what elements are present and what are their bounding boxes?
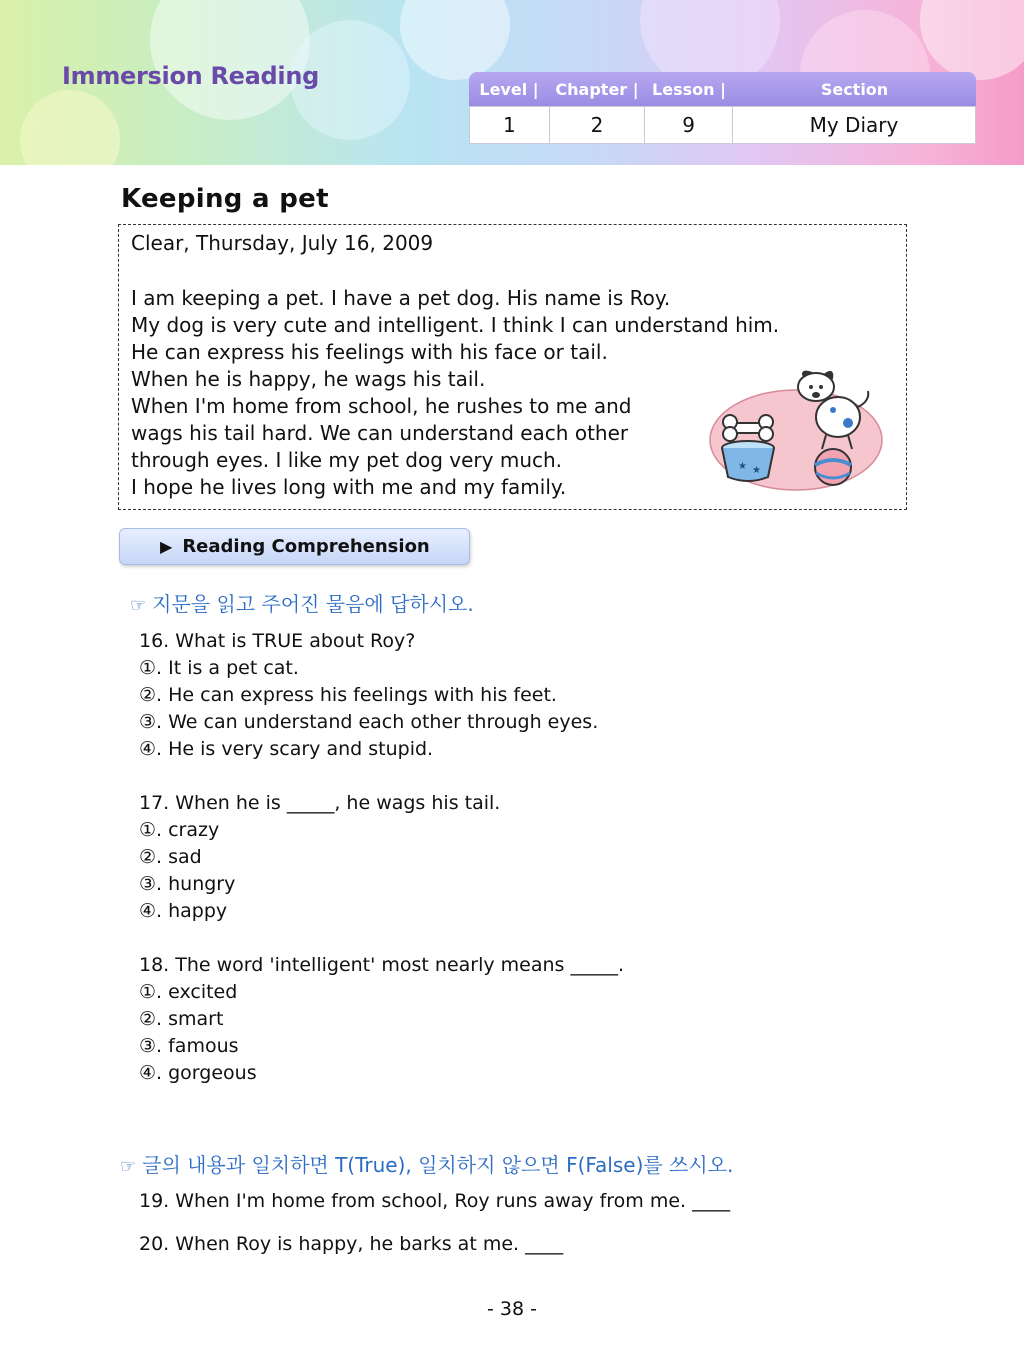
dog-illustration [708,365,888,495]
answer-option[interactable]: ①. It is a pet cat. [139,657,299,679]
answer-option[interactable]: ④. happy [139,900,228,922]
instruction-true-false [120,1149,733,1178]
diary-line: I am keeping a pet. I have a pet dog. His name is Roy. [131,286,671,310]
ball-icon [815,449,851,485]
diary-line: He can express his feelings with his face or tail. [131,340,608,364]
play-arrow-icon: ▶ [160,537,173,556]
question-17: 17. When he is _____, he wags his tail. [139,792,501,814]
question-19[interactable]: 19. When I'm home from school, Roy runs away from me. ____ [139,1190,731,1212]
answer-option[interactable]: ③. famous [139,1035,239,1057]
lesson-header: Lesson | [652,79,726,99]
diary-line: I hope he lives long with me and my family. [131,475,567,499]
info-table-values [469,106,976,144]
bowl-icon [722,441,774,481]
answer-option[interactable]: ②. He can express his feelings with his feet. [139,684,557,706]
reading-comprehension-label: Reading Comprehension [182,536,430,557]
svg-text:★: ★ [738,461,747,472]
diary-line: My dog is very cute and intelligent. I think I can understand him. [131,313,780,337]
chapter-header: Chapter | [555,79,639,99]
chapter-value: 2 [550,107,646,143]
decor-bubble [920,0,1024,80]
level-header: Level | [479,79,539,99]
svg-text:★: ★ [752,465,761,476]
instruction-text: 글의 내용과 일치하면 T(True), 일치하지 않으면 F(False)를 쓰시오. [142,1153,734,1177]
reading-comprehension-button[interactable] [119,528,470,565]
diary-line: When he is happy, he wags his tail. [131,367,486,391]
page-number: - 38 - [487,1298,537,1320]
lesson-value: 9 [645,107,733,143]
pointing-hand-icon: ☞ [130,595,147,616]
answer-option[interactable]: ②. sad [139,846,202,868]
answer-option[interactable]: ③. hungry [139,873,236,895]
page-title: Keeping a pet [121,184,329,214]
question-20[interactable]: 20. When Roy is happy, he barks at me. ____ [139,1233,564,1255]
section-value: My Diary [809,113,899,137]
answer-option[interactable]: ④. gorgeous [139,1062,257,1084]
level-value: 1 [470,107,550,143]
answer-option[interactable]: ①. crazy [139,819,220,841]
instruction-multiple-choice [130,588,474,617]
decor-bubble [400,0,510,80]
answer-option[interactable]: ④. He is very scary and stupid. [139,738,434,760]
diary-line: through eyes. I like my pet dog very much. [131,448,563,472]
section-header: Section [820,79,889,99]
instruction-text: 지문을 읽고 주어진 물음에 답하시오. [152,592,474,616]
header-banner [0,0,1024,165]
pointing-hand-icon: ☞ [120,1156,137,1177]
diary-line: When I'm home from school, he rushes to me and [131,394,632,418]
lesson-info-table [469,72,976,144]
answer-option[interactable]: ③. We can understand each other through eyes. [139,711,599,733]
diary-date: Clear, Thursday, July 16, 2009 [131,231,434,255]
answer-option[interactable]: ②. smart [139,1008,224,1030]
decor-bubble [150,0,310,120]
decor-bubble [20,90,120,165]
diary-line: wags his tail hard. We can understand each other [131,421,629,445]
info-table-header [469,72,976,106]
question-16: 16. What is TRUE about Roy? [139,630,416,652]
answer-option[interactable]: ①. excited [139,981,238,1003]
brand-title: Immersion Reading [62,62,320,90]
question-18: 18. The word 'intelligent' most nearly means _____. [139,954,625,976]
